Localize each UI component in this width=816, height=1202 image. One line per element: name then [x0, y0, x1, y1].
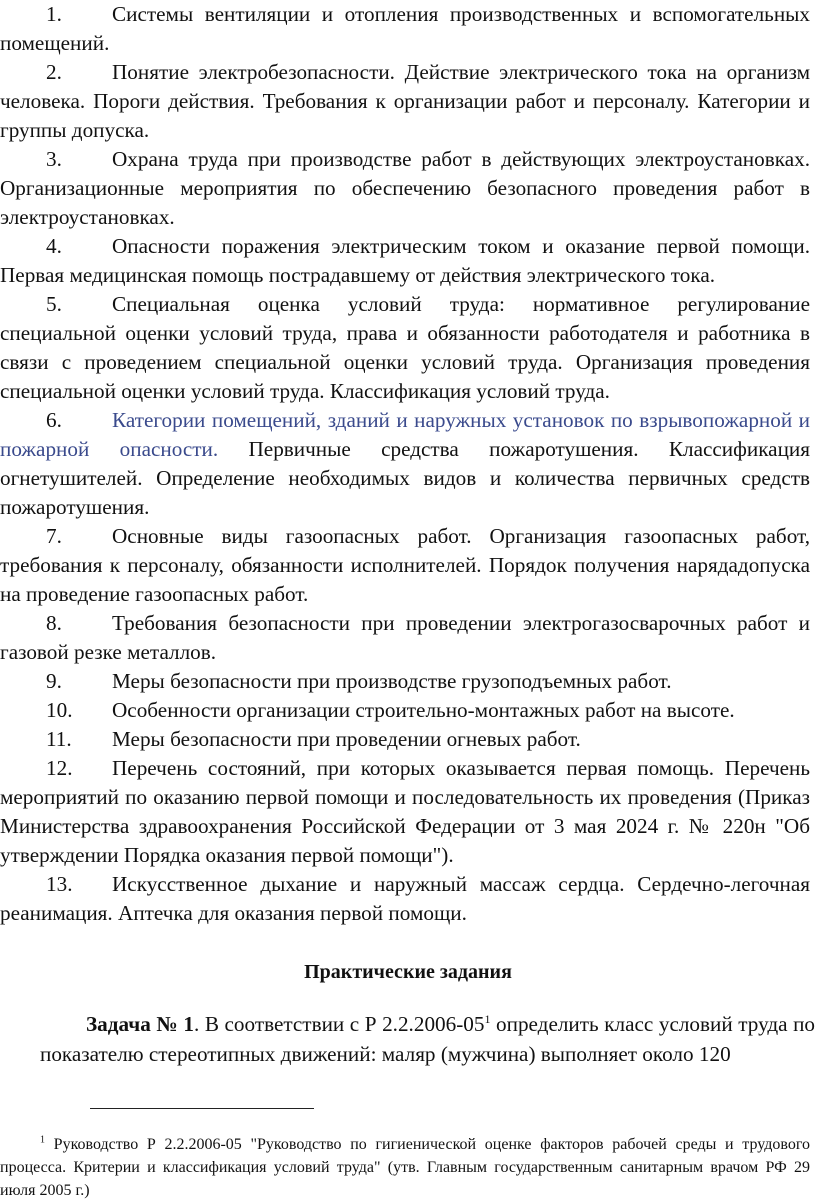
footnote-text: Руководство Р 2.2.2006-05 "Руководство по гигиенической оценке факторов рабочей среды и трудового процесса. Критерии и классификация условий труда" (утв. Главным государственным санитарным врачом РФ 29 июля 2005 г.) [0, 1136, 810, 1199]
item-number: 8. [46, 611, 62, 635]
list-item [0, 290, 812, 406]
item-number: 2. [46, 60, 62, 84]
footnote-reference[interactable]: 1 [484, 1012, 491, 1027]
list-item [0, 58, 812, 145]
item-text: Меры безопасности при проведении огневых работ. [112, 727, 581, 751]
item-text: Системы вентиляции и отопления производственных и вспомогательных помещений. [0, 2, 810, 55]
task-text-after: определить класс условий труда по показателю стереотипных движений: маляр (мужчина) выполняет около 120 [40, 1012, 816, 1067]
list-item [0, 406, 812, 522]
item-text-highlighted: Категории помещений, зданий и наружных установок по взрывопожарной и пожарной опасности. [0, 408, 810, 461]
list-item [0, 145, 812, 232]
list-item [0, 609, 812, 667]
list-item [0, 725, 812, 754]
item-text: Меры безопасности при производстве грузоподъемных работ. [112, 669, 672, 693]
item-text: Понятие электробезопасности. Действие электрического тока на организм человека. Пороги действия. Требования к организации работ и персоналу. Категории и группы допуска. [0, 60, 810, 142]
footnote-separator [90, 1108, 314, 1109]
item-number: 13. [46, 872, 73, 896]
task-paragraph [40, 1009, 815, 1069]
item-number: 3. [46, 147, 62, 171]
list-item [0, 0, 812, 58]
footnote [0, 1133, 810, 1202]
item-number: 9. [46, 669, 62, 693]
list-item [0, 232, 812, 290]
item-number: 4. [46, 234, 62, 258]
item-number: 11. [46, 727, 72, 751]
task-label: Задача № 1 [86, 1012, 195, 1037]
footnote-number: 1 [40, 1134, 45, 1146]
item-text: Перечень состояний, при которых оказывается первая помощь. Перечень мероприятий по оказанию первой помощи и последовательность их проведения (Приказ Министерства здравоохранения Российской Федерации от 3 мая 2024 г. № 220н "Об утверждении Порядка оказания первой помощи"). [0, 756, 810, 867]
item-text: Особенности организации строительно-монтажных работ на высоте. [112, 698, 735, 722]
item-number: 10. [46, 698, 73, 722]
item-text: Опасности поражения электрическим током и оказание первой помощи. Первая медицинская помощь пострадавшему от действия электрического тока. [0, 234, 810, 287]
section-title: Практические задания [304, 961, 512, 983]
item-text: Охрана труда при производстве работ в действующих электроустановках. Организационные мероприятия по обеспечению безопасного проведения работ в электроустановках. [0, 147, 810, 229]
item-text: Требования безопасности при проведении электрогазосварочных работ и газовой резке металлов. [0, 611, 810, 664]
item-text: Искусственное дыхание и наружный массаж сердца. Сердечно-легочная реанимация. Аптечка для оказания первой помощи. [0, 872, 810, 925]
list-item [0, 522, 812, 609]
list-item [0, 870, 812, 928]
item-text: Специальная оценка условий труда: нормативное регулирование специальной оценки условий труда, права и обязанности работодателя и работника в связи с проведением специальной оценки условий труда. Организация проведения специальной оценки условий труда. Классификация условий труда. [0, 292, 810, 403]
item-number: 5. [46, 292, 62, 316]
item-text: Первичные средства пожаротушения. Классификация огнетушителей. Определение необходимых видов и количества первичных средств пожаротушения. [0, 437, 810, 519]
list-item [0, 667, 812, 696]
task-text-before: . В соответствии с Р 2.2.2006-05 [194, 1012, 485, 1037]
item-number: 12. [46, 756, 73, 780]
list-item [0, 696, 812, 725]
item-number: 6. [46, 408, 62, 432]
item-number: 1. [46, 2, 62, 26]
item-number: 7. [46, 524, 62, 548]
list-item [0, 754, 812, 870]
item-text: Основные виды газоопасных работ. Организация газоопасных работ, требования к персоналу, обязанности исполнителей. Порядок получения нарядадопуска на проведение газоопасных работ. [0, 524, 810, 606]
